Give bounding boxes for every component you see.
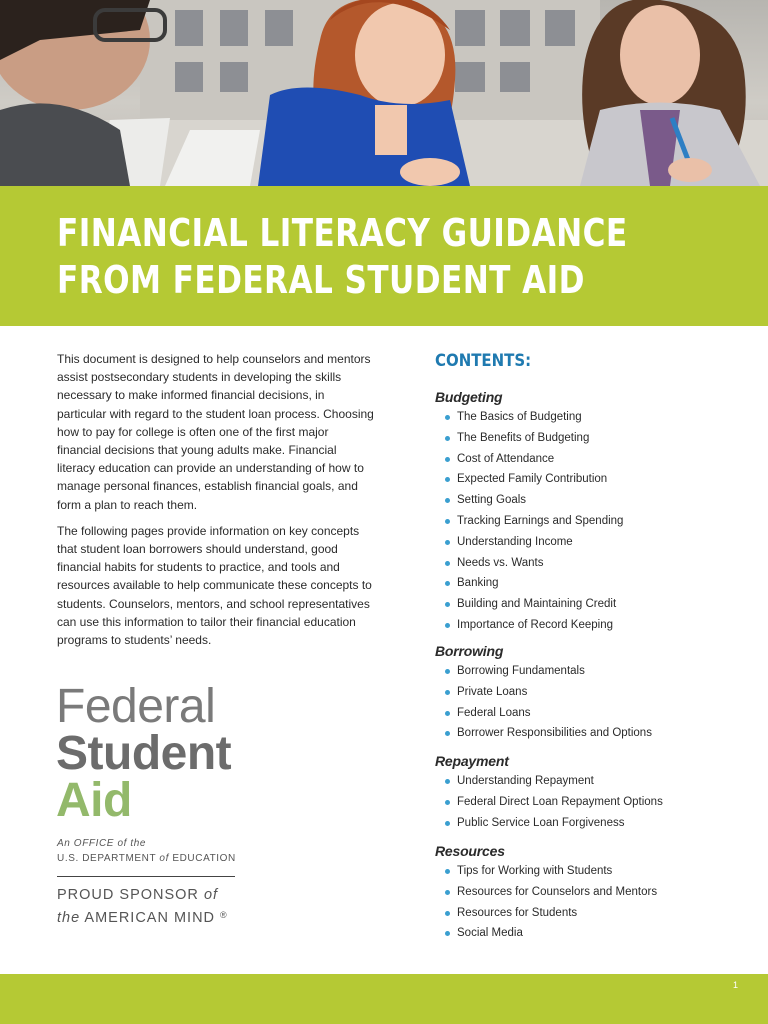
toc-item <box>435 682 735 703</box>
toc-list <box>435 861 735 944</box>
toc-item-label: Banking <box>457 577 499 590</box>
bullet-icon <box>445 869 450 874</box>
bullet-icon <box>445 561 450 566</box>
bullet-icon <box>445 602 450 607</box>
toc-item-label: Tips for Working with Students <box>457 865 613 877</box>
toc-item-label: The Benefits of Budgeting <box>457 431 590 444</box>
toc-item <box>435 661 735 682</box>
toc-item <box>435 861 735 882</box>
toc-item-label: Social Media <box>457 927 523 940</box>
toc-item <box>435 703 735 724</box>
bullet-icon <box>445 711 450 716</box>
toc-item <box>435 771 735 792</box>
registered-mark: ® <box>220 910 228 920</box>
bullet-icon <box>445 540 450 545</box>
toc-item-label: Public Service Loan Forgiveness <box>457 816 625 829</box>
toc-item <box>435 813 735 834</box>
toc-item-label: Borrower Responsibilities and Options <box>457 727 652 740</box>
toc-item-label: Setting Goals <box>457 494 527 507</box>
dept-prefix: U.S. DEPARTMENT <box>57 853 160 864</box>
bullet-icon <box>445 800 450 805</box>
toc-list <box>435 661 735 744</box>
logo-student: Student <box>56 727 232 780</box>
page-number: 1 <box>732 980 738 990</box>
bullet-icon <box>445 821 450 826</box>
toc-item <box>435 792 735 813</box>
toc-item-label: The Basics of Budgeting <box>457 411 582 423</box>
office-tagline <box>57 836 257 866</box>
toc-item <box>435 511 735 532</box>
bullet-icon <box>445 690 450 695</box>
office-of: of <box>117 838 127 849</box>
header-photo <box>0 0 768 186</box>
bullet-icon <box>445 581 450 586</box>
toc-item-label: Understanding Income <box>457 535 573 548</box>
fsa-logo <box>56 680 256 827</box>
intro-paragraph-2: The following pages provide information on key concepts that student loan borrowers should understand, good financial habits for students to practice, and tools and resources available to help communicate these concepts to students. Counselors, mentors, and school representatives can use this information to tailor their financial education programs to students’ needs. <box>57 523 372 648</box>
toc-item-label: Cost of Attendance <box>457 452 555 465</box>
bullet-icon <box>445 669 450 674</box>
bullet-icon <box>445 457 450 462</box>
bullet-icon <box>445 779 450 784</box>
toc-item <box>435 615 735 636</box>
bullet-icon <box>445 498 450 503</box>
toc-item <box>435 490 735 511</box>
toc-item <box>435 449 735 470</box>
toc-list <box>435 771 735 833</box>
toc-section-repayment <box>435 752 735 833</box>
toc-section-resources <box>435 842 735 944</box>
toc-item-label: Expected Family Contribution <box>457 473 608 486</box>
sponsor-line-2 <box>57 905 277 928</box>
toc-item <box>435 903 735 924</box>
toc-section-title: Resources <box>435 843 505 859</box>
toc-item <box>435 882 735 903</box>
logo-aid: Aid <box>56 774 132 827</box>
logo-divider <box>57 876 235 877</box>
toc-item-label: Building and Maintaining Credit <box>457 598 617 611</box>
toc-item-label: Resources for Students <box>457 906 578 919</box>
intro-paragraph-1: This document is designed to help counselors and mentors assist postsecondary students in developing the skills necessary to make informed financial decisions, in particular with regard to the student loan process. Choosing how to pay for college is often one of the first major financial decisions that young adults make. Financial literacy education can provide an understanding of how to manage personal finances, establish financial goals, and form a plan to reach them. <box>57 352 374 512</box>
sponsor-american-mind: AMERICAN MIND <box>80 910 216 926</box>
office-line-1 <box>57 836 257 851</box>
dept-of: of <box>159 853 169 864</box>
dept-suffix: EDUCATION <box>168 853 236 864</box>
toc-list <box>435 407 735 636</box>
toc-section-borrowing <box>435 642 735 744</box>
students-photo-illustration <box>0 0 768 186</box>
bullet-icon <box>445 415 450 420</box>
bullet-icon <box>445 623 450 628</box>
bullet-icon <box>445 477 450 482</box>
title-line-2: FROM FEDERAL STUDENT AID <box>57 258 585 302</box>
toc-item <box>435 553 735 574</box>
toc-section-title: Budgeting <box>435 389 503 405</box>
toc-item <box>435 573 735 594</box>
sponsor-tagline <box>57 885 277 928</box>
toc-section-title: Borrowing <box>435 643 504 659</box>
contents-heading: CONTENTS: <box>435 351 532 371</box>
toc-item <box>435 428 735 449</box>
toc-item-label: Importance of Record Keeping <box>457 618 613 631</box>
toc-item <box>435 594 735 615</box>
toc-item-label: Understanding Repayment <box>457 775 594 787</box>
sponsor-the: the <box>57 910 81 926</box>
bullet-icon <box>445 731 450 736</box>
toc-item-label: Private Loans <box>457 685 528 698</box>
toc-item-label: Resources for Counselors and Mentors <box>457 885 658 898</box>
footer-band <box>0 974 768 1024</box>
office-prefix: An OFFICE <box>57 838 118 849</box>
toc-item <box>435 723 735 744</box>
toc-item-label: Federal Loans <box>457 706 531 719</box>
toc-item <box>435 532 735 553</box>
logo-federal: Federal <box>56 680 216 733</box>
bullet-icon <box>445 436 450 441</box>
toc-item <box>435 407 735 428</box>
bullet-icon <box>445 911 450 916</box>
toc-section-budgeting <box>435 388 735 636</box>
title-band <box>0 186 768 326</box>
intro-text <box>57 350 375 649</box>
sponsor-line-1 <box>57 885 277 905</box>
sponsor-prefix: PROUD SPONSOR <box>57 887 204 903</box>
toc-item <box>435 469 735 490</box>
bullet-icon <box>445 931 450 936</box>
office-line-2 <box>57 851 257 866</box>
document-title <box>57 210 628 304</box>
title-line-1: FINANCIAL LITERACY GUIDANCE <box>57 211 628 255</box>
sponsor-of: of <box>203 887 219 903</box>
toc-item-label: Needs vs. Wants <box>457 556 544 569</box>
toc-section-title: Repayment <box>435 753 509 769</box>
toc-item <box>435 923 735 944</box>
toc-item-label: Tracking Earnings and Spending <box>457 514 624 527</box>
toc-item-label: Federal Direct Loan Repayment Options <box>457 795 663 808</box>
bullet-icon <box>445 890 450 895</box>
office-suffix: the <box>127 838 147 849</box>
bullet-icon <box>445 519 450 524</box>
toc-item-label: Borrowing Fundamentals <box>457 665 585 677</box>
